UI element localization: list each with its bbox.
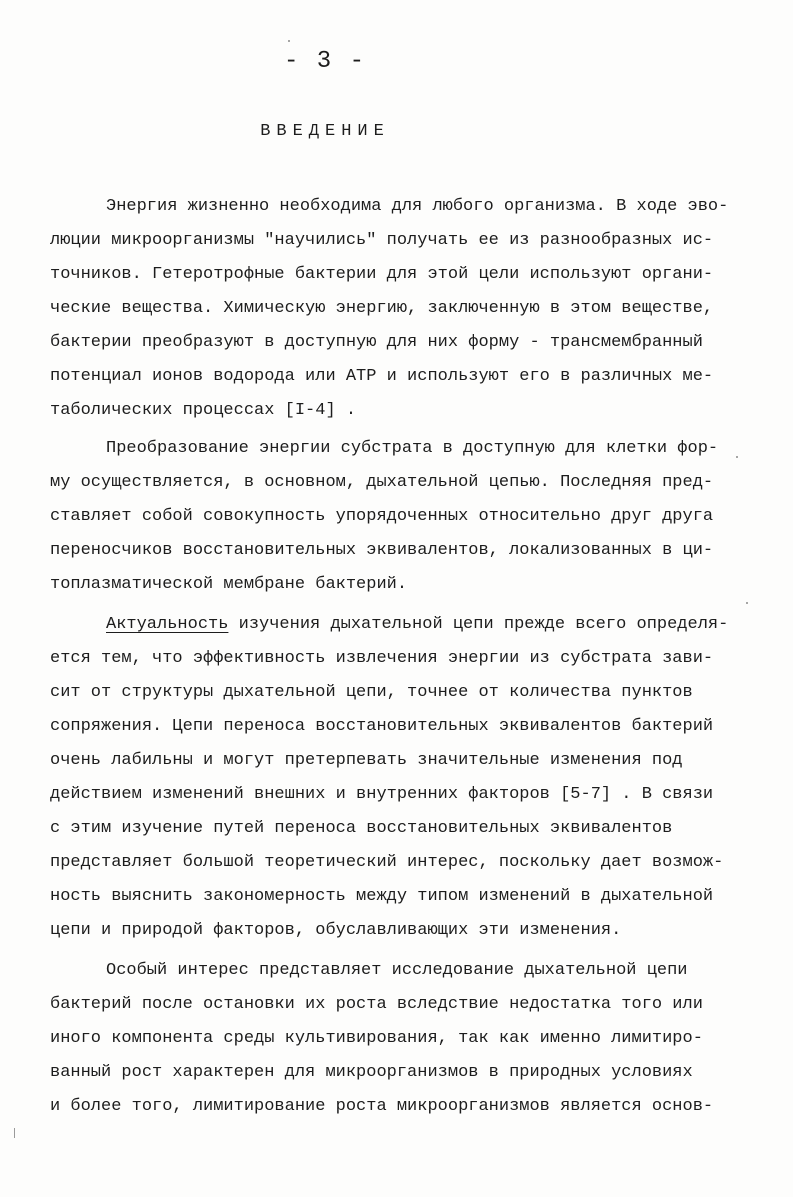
text-fragment: изучения дыхательной цепи прежде всего определя-	[228, 615, 729, 634]
text-line: топлазматической мембране бактерий.	[50, 575, 408, 594]
text-line: сопряжения. Цепи переноса восстановительных эквивалентов бактерий	[50, 717, 714, 736]
scan-speck	[736, 456, 738, 458]
text-line: с этим изучение путей переноса восстановительных эквивалентов	[50, 819, 673, 838]
text-line: действием изменений внешних и внутренних факторов [5-7] . В связи	[50, 785, 714, 804]
text-line: Особый интерес представляет исследование дыхательной цепи	[106, 961, 688, 980]
text-line: переносчиков восстановительных эквивалентов, локализованных в ци-	[50, 541, 714, 560]
text-line: представляет большой теоретический интерес, поскольку дает возмож-	[50, 853, 724, 872]
scan-speck	[746, 602, 748, 604]
text-line: бактерий после остановки их роста вследствие недостатка того или	[50, 995, 703, 1014]
text-line: ванный рост характерен для микроорганизмов в природных условиях	[50, 1063, 693, 1082]
text-line: Энергия жизненно необходима для любого организма. В ходе эво-	[106, 197, 729, 216]
scan-speck	[288, 40, 290, 42]
text-line: бактерии преобразуют в доступную для них форму - трансмембранный	[50, 333, 703, 352]
text-line	[106, 614, 756, 636]
text-line: ность выяснить закономерность между типом изменений в дыхательной	[50, 887, 714, 906]
text-line: точников. Гетеротрофные бактерии для этой цели используют органи-	[50, 265, 714, 284]
text-line: и более того, лимитирование роста микроорганизмов является основ-	[50, 1097, 714, 1116]
page-number: - 3 -	[283, 48, 366, 75]
text-line: таболических процессах [I-4] .	[50, 401, 357, 420]
text-line: потенциал ионов водорода или АТР и используют его в различных ме-	[50, 367, 714, 386]
text-line: очень лабильны и могут претерпевать значительные изменения под	[50, 751, 683, 770]
text-line: люции микроорганизмы "научились" получать ее из разнообразных ис-	[50, 231, 714, 250]
text-line: ческие вещества. Химическую энергию, заключенную в этом веществе,	[50, 299, 714, 318]
keyword-underlined: Актуальность	[106, 615, 229, 634]
section-heading: ВВЕДЕНИЕ	[260, 122, 390, 141]
text-line: ставляет собой совокупность упорядоченных относительно друг друга	[50, 507, 714, 526]
text-line: цепи и природой факторов, обуславливающих эти изменения.	[50, 921, 622, 940]
text-line: иного компонента среды культивирования, так как именно лимитиро-	[50, 1029, 703, 1048]
text-line: сит от структуры дыхательной цепи, точнее от количества пунктов	[50, 683, 693, 702]
text-line: ется тем, что эффективность извлечения энергии из субстрата зави-	[50, 649, 714, 668]
margin-mark	[14, 1128, 15, 1138]
text-line: му осуществляется, в основном, дыхательной цепью. Последняя пред-	[50, 473, 714, 492]
text-line: Преобразование энергии субстрата в доступную для клетки фор-	[106, 439, 719, 458]
